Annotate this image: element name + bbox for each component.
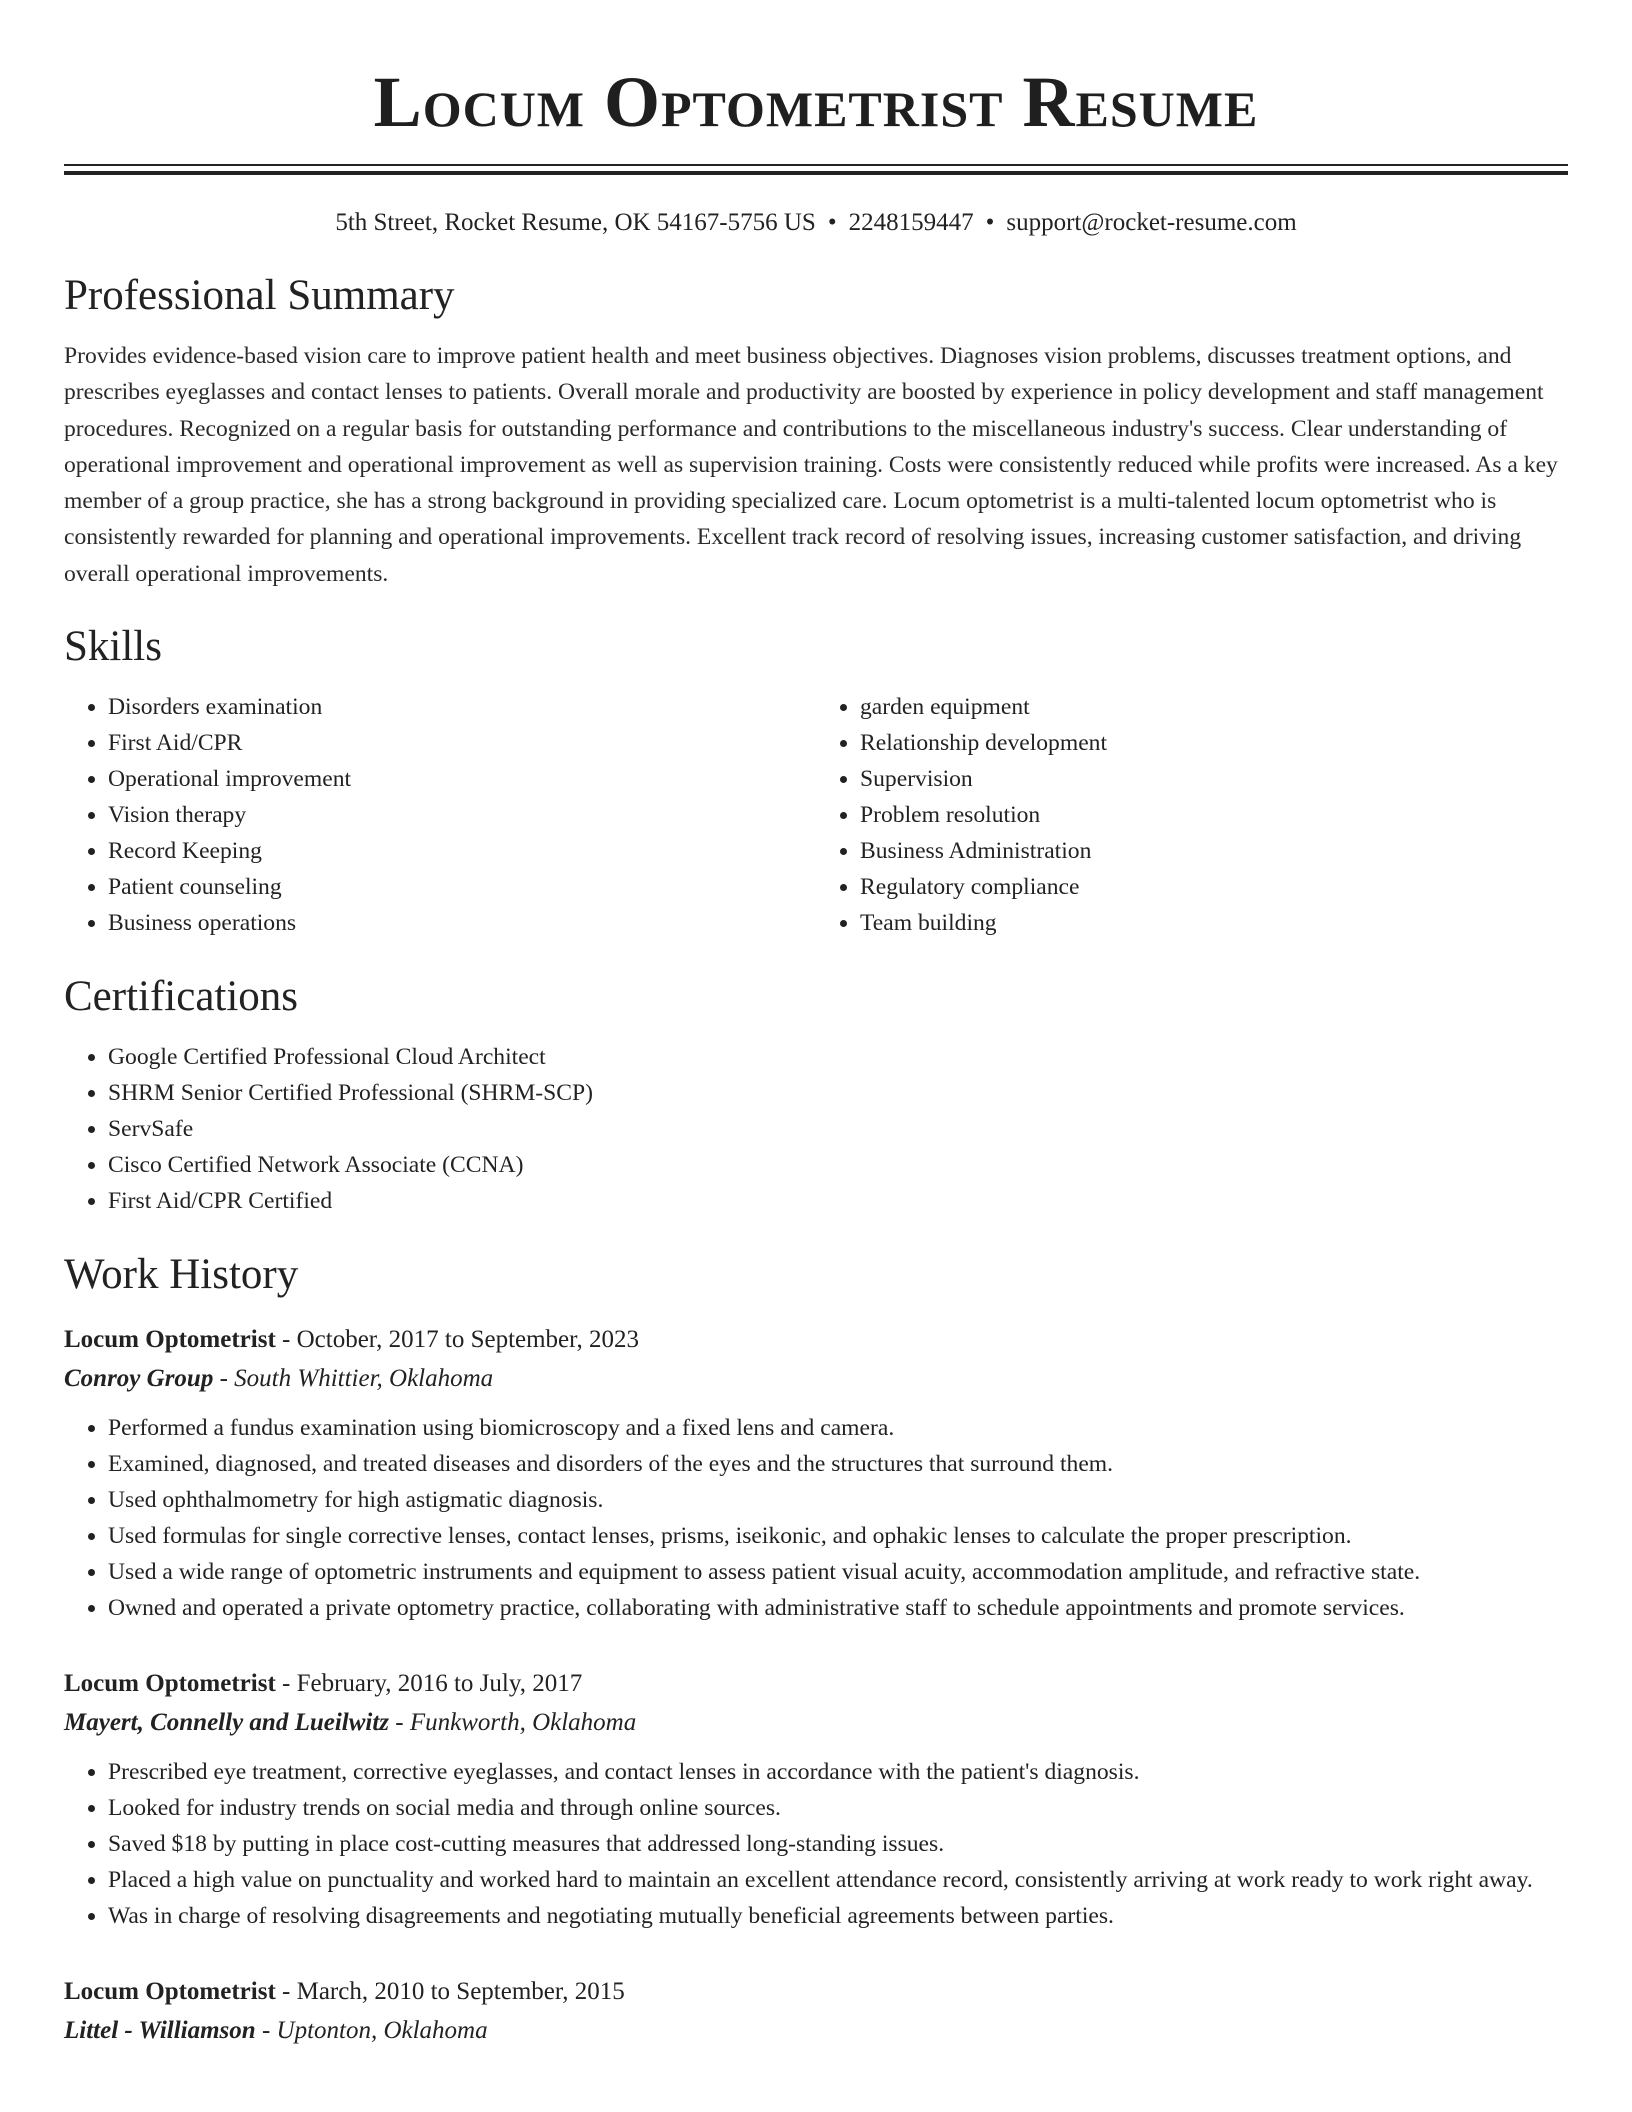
skill-item: • Vision therapy xyxy=(108,797,816,833)
job-dates: - February, 2016 to July, 2017 xyxy=(275,1670,583,1698)
job-bullet: • Used formulas for single corrective lenses, contact lenses, prisms, iseikonic, and ophakic lenses to calculate the proper prescription. xyxy=(108,1518,1568,1554)
skill-item: • Patient counseling xyxy=(108,869,816,905)
job-location: - Funkworth, Oklahoma xyxy=(389,1709,637,1737)
job-entry xyxy=(64,1972,1568,2050)
job-bullet: • Placed a high value on punctuality and worked hard to maintain an excellent attendance record, consistently arriving at work ready to work right away. xyxy=(108,1862,1568,1898)
job-dates: - March, 2010 to September, 2015 xyxy=(275,1978,625,2006)
contact-separator: • xyxy=(827,209,837,236)
job-bullet: • Was in charge of resolving disagreements and negotiating mutually beneficial agreements between parties. xyxy=(108,1898,1568,1934)
job-title-line xyxy=(64,1664,1568,1704)
job-company: Littel - Williamson xyxy=(64,2017,256,2045)
summary-heading: Professional Summary xyxy=(64,272,455,319)
skill-item: • Disorders examination xyxy=(108,689,816,725)
job-bullet: • Looked for industry trends on social media and through online sources. xyxy=(108,1790,1568,1826)
job-company: Mayert, Connelly and Lueilwitz xyxy=(64,1709,390,1737)
certification-item: • First Aid/CPR Certified xyxy=(108,1183,1568,1219)
job-bullets xyxy=(64,1410,1568,1626)
job-company-line xyxy=(64,1704,1568,1742)
job-location: - South Whittier, Oklahoma xyxy=(213,1365,494,1393)
skill-item: • Regulatory compliance xyxy=(860,869,1568,905)
job-bullet: • Used a wide range of optometric instruments and equipment to assess patient visual acuity, accommodation amplitude, and refractive state. xyxy=(108,1554,1568,1590)
job-dates: - October, 2017 to September, 2023 xyxy=(275,1326,639,1354)
certification-item: • ServSafe xyxy=(108,1111,1568,1147)
resume-page xyxy=(64,0,1568,2050)
title-divider xyxy=(64,164,1568,175)
certification-item: • SHRM Senior Certified Professional (SHRM-SCP) xyxy=(108,1075,1568,1111)
skill-item: • First Aid/CPR xyxy=(108,725,816,761)
contact-separator: • xyxy=(985,209,995,236)
job-entry xyxy=(64,1320,1568,1626)
job-bullet: • Used ophthalmometry for high astigmatic diagnosis. xyxy=(108,1482,1568,1518)
job-bullet: • Performed a fundus examination using biomicroscopy and a fixed lens and camera. xyxy=(108,1410,1568,1446)
skill-item: • Supervision xyxy=(860,761,1568,797)
job-company-line xyxy=(64,2012,1568,2050)
job-bullet: • Examined, diagnosed, and treated diseases and disorders of the eyes and the structures that surround them. xyxy=(108,1446,1568,1482)
skill-item: • Business Administration xyxy=(860,833,1568,869)
certifications-list xyxy=(64,1039,1568,1219)
contact-email: support@rocket-resume.com xyxy=(1006,209,1297,236)
contact-phone: 2248159447 xyxy=(848,209,974,236)
certification-item: • Google Certified Professional Cloud Architect xyxy=(108,1039,1568,1075)
job-title: Locum Optometrist xyxy=(64,1670,276,1698)
job-company-line xyxy=(64,1360,1568,1398)
certification-item: • Cisco Certified Network Associate (CCNA) xyxy=(108,1147,1568,1183)
summary-text: Provides evidence-based vision care to improve patient health and meet business objectives. Diagnoses vision problems, discusses treatment options, and prescribes eyeglasses and contact lenses to patients. Overall morale and productivity are boosted by experience in policy development and staff management procedures. Recognized on a regular basis for outstanding performance and contributions to the miscellaneous industry's success. Clear understanding of operational improvement and operational improvement as well as supervision training. Costs were consistently reduced while profits were increased. As a key member of a group practice, she has a strong background in providing specialized care. Locum optometrist is a multi-talented locum optometrist who is consistently rewarded for planning and operational improvements. Excellent track record of resolving issues, increasing customer satisfaction, and driving overall operational improvements. xyxy=(64,343,1558,587)
skill-item: • Team building xyxy=(860,905,1568,941)
skill-item: • Problem resolution xyxy=(860,797,1568,833)
skill-item: • Business operations xyxy=(108,905,816,941)
job-bullet: • Saved $18 by putting in place cost-cutting measures that addressed long-standing issues. xyxy=(108,1826,1568,1862)
skills-columns xyxy=(64,689,1568,941)
job-bullets xyxy=(64,1754,1568,1934)
job-bullet: • Prescribed eye treatment, corrective eyeglasses, and contact lenses in accordance with the patient's diagnosis. xyxy=(108,1754,1568,1790)
page-title: Locum Optometrist Resume xyxy=(373,62,1259,142)
skills-list-right xyxy=(816,689,1568,941)
job-location: - Uptonton, Oklahoma xyxy=(255,2017,488,2045)
certifications-heading: Certifications xyxy=(64,973,299,1021)
skill-item: • garden equipment xyxy=(860,689,1568,725)
job-title: Locum Optometrist xyxy=(64,1978,276,2006)
job-title-line xyxy=(64,1972,1568,2012)
work-history-heading: Work History xyxy=(64,1251,299,1299)
skill-item: • Relationship development xyxy=(860,725,1568,761)
job-title: Locum Optometrist xyxy=(64,1326,276,1354)
job-company: Conroy Group xyxy=(64,1365,214,1393)
skills-heading: Skills xyxy=(64,623,162,671)
job-entry xyxy=(64,1664,1568,1934)
contact-address: 5th Street, Rocket Resume, OK 54167-5756 US xyxy=(335,209,816,236)
job-title-line xyxy=(64,1320,1568,1360)
skills-list-left xyxy=(64,689,816,941)
job-bullet: • Owned and operated a private optometry practice, collaborating with administrative staff to schedule appointments and promote services. xyxy=(108,1590,1568,1626)
skill-item: • Record Keeping xyxy=(108,833,816,869)
contact-line xyxy=(64,208,1568,238)
skill-item: • Operational improvement xyxy=(108,761,816,797)
